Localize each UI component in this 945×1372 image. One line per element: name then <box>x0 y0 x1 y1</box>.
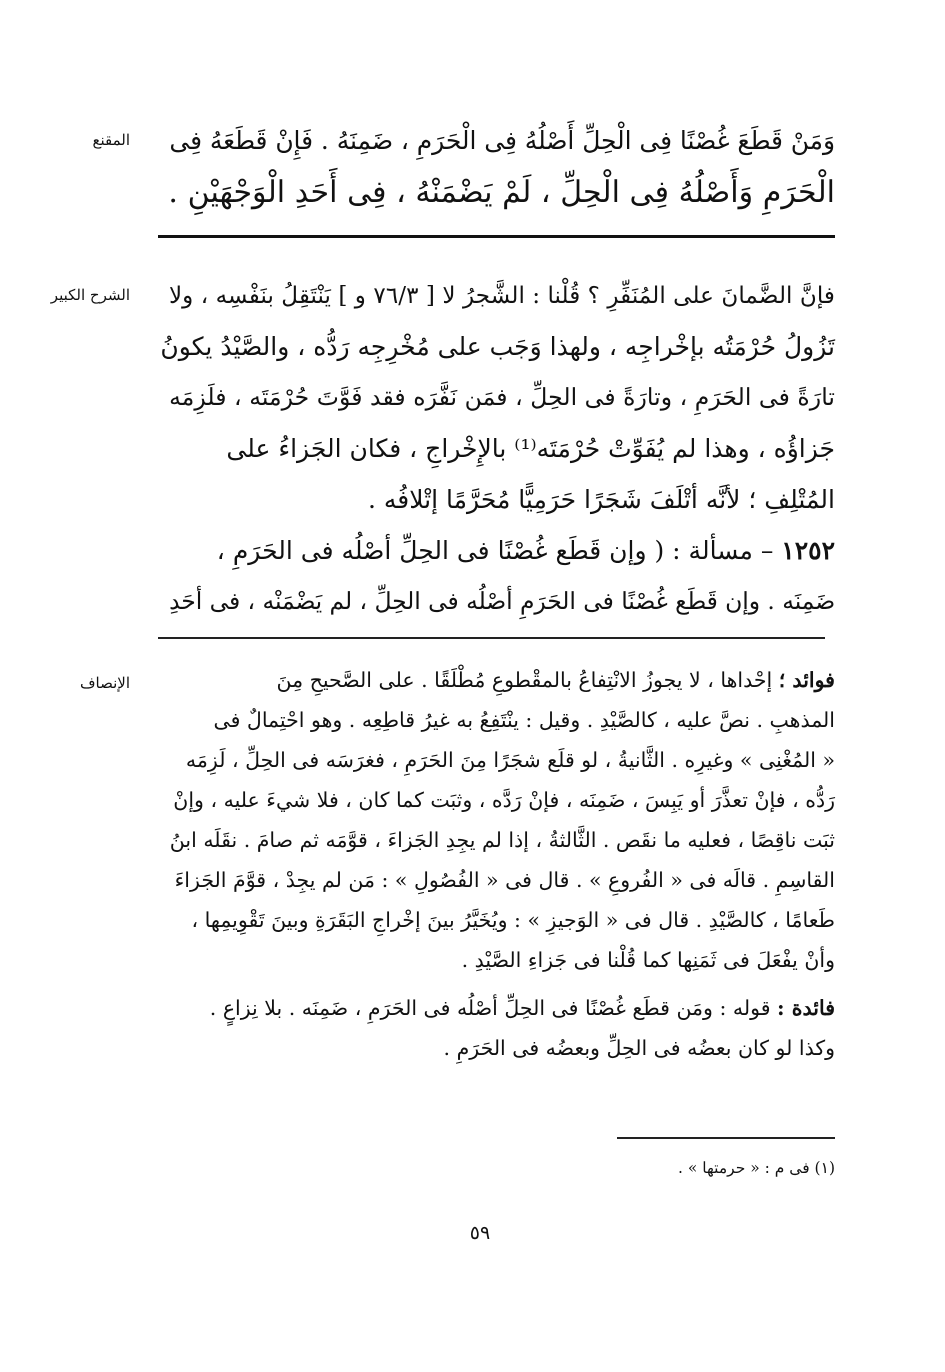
sharh-text <box>155 270 835 627</box>
insaf-line-text: إحْداها ، لا يجوزُ الانْتِفاعُ بالمقْطوعِ مُطْلَقًا . على الصَّحيحِ مِنَ <box>276 668 773 692</box>
sharh-label: الشرح الكبير <box>50 286 130 304</box>
insaf-line: وأنْ يفْعَلَ فى ثَمَنِها كما قُلْنا فى جَزاءِ الصَّيْدِ . <box>461 948 835 972</box>
issue-heading-text: – مسألة : ( وإن قَطَع غُصْنًا فى الحِلِّ أصْلُه فى الحَرَمِ ، <box>216 536 774 565</box>
issue-number: ١٢٥٢ <box>781 536 835 565</box>
section-divider-thick <box>158 235 835 238</box>
insaf-first-line <box>155 660 835 700</box>
footnote-divider <box>617 1137 835 1139</box>
faida-heading: فائدة : <box>777 996 835 1020</box>
issue-line: ضَمِنَه . وإن قَطَع غُصْنًا فى الحَرَمِ أصْلُه فى الحِلِّ ، لم يَضْمَنْه ، فى أحَدِ <box>169 588 835 615</box>
sharh-line: المُتْلِفِ ؛ لأنَّه أتْلَفَ شَجَرًا حَرَمِيًّا مُحَرَّمًا إتْلافُه . <box>368 485 835 514</box>
insaf-text <box>155 660 835 1068</box>
muqni-line: الْحَرَمِ وَأَصْلُهُ فِى الْحِلِّ ، لَمْ يَضْمَنْهُ ، فِى أَحَدِ الْوَجْهَيْنِ . <box>168 175 835 210</box>
insaf-label: الإنصاف <box>79 674 130 692</box>
sharh-line: تارَةً فى الحَرَمِ ، وتارَةً فى الحِلِّ ، فمَن نَفَّرَه فقد فَوَّتَ حُرْمَتَه ، فلَزِمَه <box>169 383 835 411</box>
faida-first-line <box>155 988 835 1028</box>
sharh-line: تَزُولُ حُرْمَتُه بإخْراجِه ، ولهذا وَجَب على مُخْرِجِه رَدُّه ، والصَّيْدُ يكونُ <box>160 332 835 361</box>
sharh-line: جَزاؤُه ، وهذا لم يُفَوِّتْ حُرْمَتَه⁽¹⁾ بالإِخْراجِ ، فكان الجَزاءُ على <box>226 434 835 463</box>
footnote: (١) فى م : « حرمتها » . <box>678 1159 835 1177</box>
paragraph-gap <box>155 980 835 988</box>
section-divider-thin <box>158 637 825 639</box>
insaf-line: ثبَت ناقِصًا ، فعليه ما نقَص . الثَّالثةُ ، إذا لم يجِدِ الجَزاءَ ، قوَّمَه ثم صامَ . نقَلَه ابنُ <box>169 828 835 852</box>
insaf-line: القاسِمِ . قالَه فى « الفُروعِ » . قال فى « الفُصُولِ » : مَن لم يجِدْ ، قوَّمَ الجَزاءَ <box>174 868 835 892</box>
insaf-line: المذهبِ . نصَّ عليه ، كالصَّيْدِ . وقيل : ينْتَفِعُ به غيرُ قاطِعِه . وهو احْتِمالٌ فى <box>213 708 835 732</box>
insaf-line: « المُغْنِى » وغيرِه . الثَّانيةُ ، لو قلَع شجَرًا مِنَ الحَرَمِ ، فغرَسَه فى الحِلِّ ، لَزِمَه <box>185 748 835 772</box>
page-number: ٥٩ <box>469 1222 491 1244</box>
muqni-label: المقنع <box>92 131 130 149</box>
insaf-line: طَعامًا ، كالصَّيْدِ . قال فى « الوَجيزِ » : ويُخَيَّرُ بينَ إخْراجِ البَقَرَةِ وبينَ تَقْوِيمِها ، <box>191 908 835 932</box>
sharh-line: فإنَّ الضَّمانَ على المُنَفِّرِ ؟ قُلْنا : الشَّجرُ لا [ ٧٦/٣ و ] يَنْتَقِلُ بنَفْسِه ، ولا <box>168 282 835 309</box>
issue-first-line <box>155 525 835 576</box>
fawaid-heading: فوائد ؛ <box>778 668 835 692</box>
faida-line: وكذا لو كان بعضُه فى الحِلِّ وبعضُه فى الحَرَمِ . <box>443 1036 835 1060</box>
insaf-line: رَدُّه ، فإنْ تعذَّرَ أو يَبِسَ ، ضَمِنَه ، فإنْ رَدَّه ، وثبَت كما كان ، فلا شيءَ عليه ، وإنْ <box>173 788 835 812</box>
muqni-line: وَمَنْ قَطَعَ غُصْنًا فِى الْحِلِّ أَصْلُهُ فِى الْحَرَمِ ، ضَمِنَهُ . فَإِنْ قَطَعَهُ فِى <box>169 126 835 155</box>
faida-line-text: قوله : ومَن قطَع غُصْنًا فى الحِلِّ أصْلُه فى الحَرَمِ ، ضَمِنَه . بلا نِزاعٍ . <box>209 996 771 1020</box>
muqni-text <box>155 115 835 219</box>
